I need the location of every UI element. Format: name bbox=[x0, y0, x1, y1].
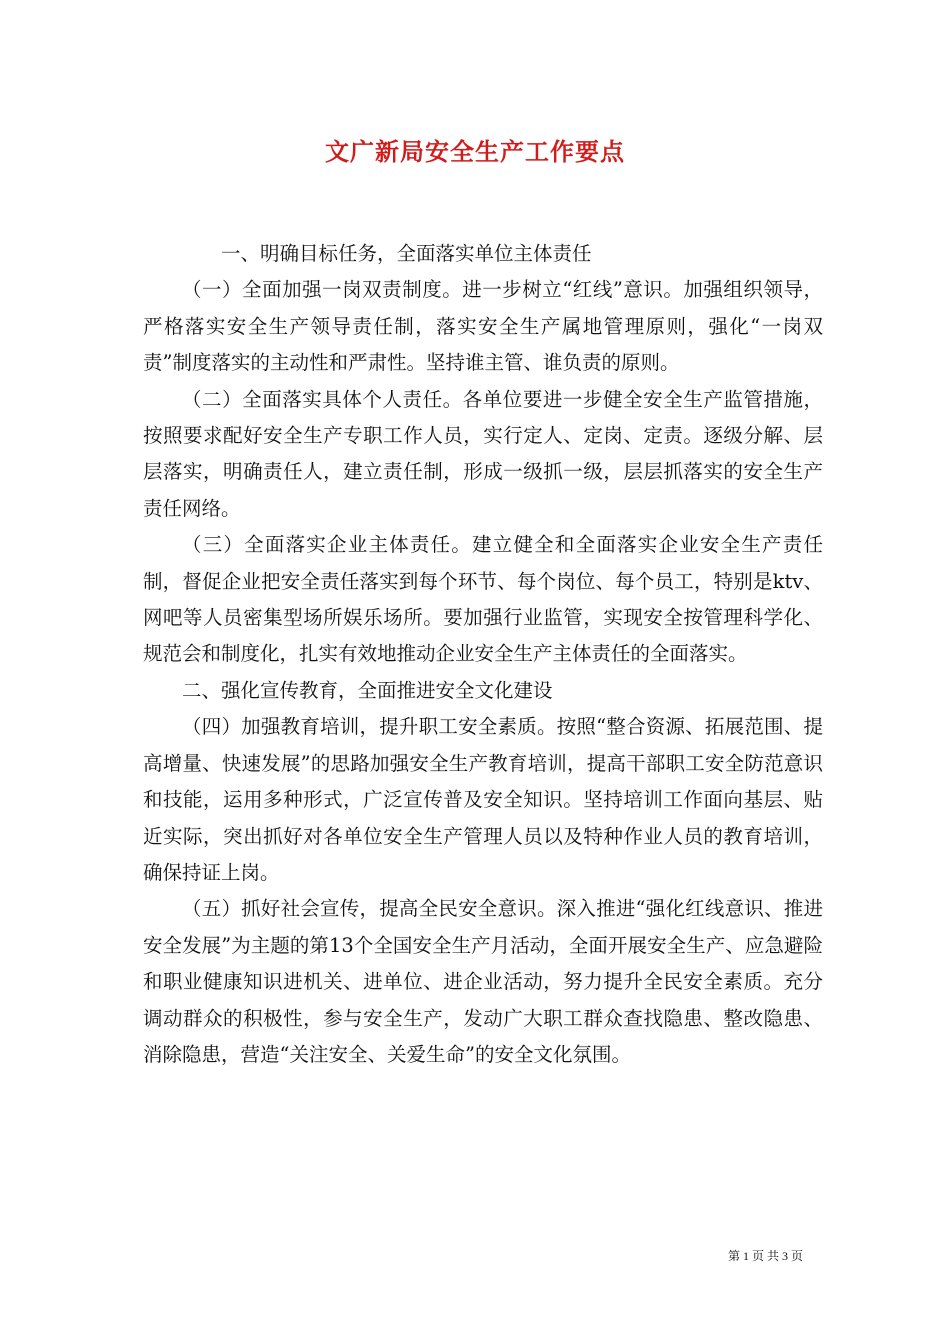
page-number: 第 1 页 共 3 页 bbox=[727, 1249, 803, 1263]
paragraph-2: （二）全面落实具体个人责任。各单位要进一步健全安全生产监管措施，按照要求配好安全生产专职工作人员，实行定人、定岗、定责。逐级分解、层层落实，明确责任人，建立责任制，形成一级抓一级，层层抓落实的安全生产责任网络。 bbox=[143, 387, 823, 520]
section-heading-1: 一、明确目标任务，全面落实单位主体责任 bbox=[221, 242, 592, 265]
section-heading-2: 二、强化宣传教育，全面推进安全文化建设 bbox=[182, 678, 553, 702]
document-body bbox=[143, 236, 823, 1073]
paragraph-4: （四）加强教育培训，提升职工安全素质。按照“整合资源、拓展范围、提高增量、快速发展”的思路加强安全生产教育培训，提高干部职工安全防范意识和技能，运用多种形式，广泛宣传普及安全知识。坚持培训工作面向基层、贴近实际，突出抓好对各单位安全生产管理人员以及特种作业人员的教育培训，确保持证上岗。 bbox=[143, 715, 823, 884]
paragraph-1: （一）全面加强一岗双责制度。进一步树立“红线”意识。加强组织领导，严格落实安全生产领导责任制，落实安全生产属地管理原则，强化“一岗双责”制度落实的主动性和严肃性。坚持谁主管、谁负责的原则。 bbox=[143, 278, 823, 375]
paragraph-3: （三）全面落实企业主体责任。建立健全和全面落实企业安全生产责任制，督促企业把安全责任落实到每个环节、每个岗位、每个员工，特别是ktv、网吧等人员密集型场所娱乐场所。要加强行业监管，实现安全按管理科学化、规范会和制度化，扎实有效地推动企业安全生产主体责任的全面落实。 bbox=[143, 533, 823, 666]
document-title: 文广新局安全生产工作要点 bbox=[325, 137, 625, 166]
paragraph-5: （五）抓好社会宣传，提高全民安全意识。深入推进“强化红线意识、推进安全发展”为主题的第13个全国安全生产月活动，全面开展安全生产、应急避险和职业健康知识进机关、进单位、进企业活动，努力提升全民安全素质。充分调动群众的积极性，参与安全生产，发动广大职工群众查找隐患、整改隐患、消除隐患，营造“关注安全、关爱生命”的安全文化氛围。 bbox=[143, 897, 823, 1066]
